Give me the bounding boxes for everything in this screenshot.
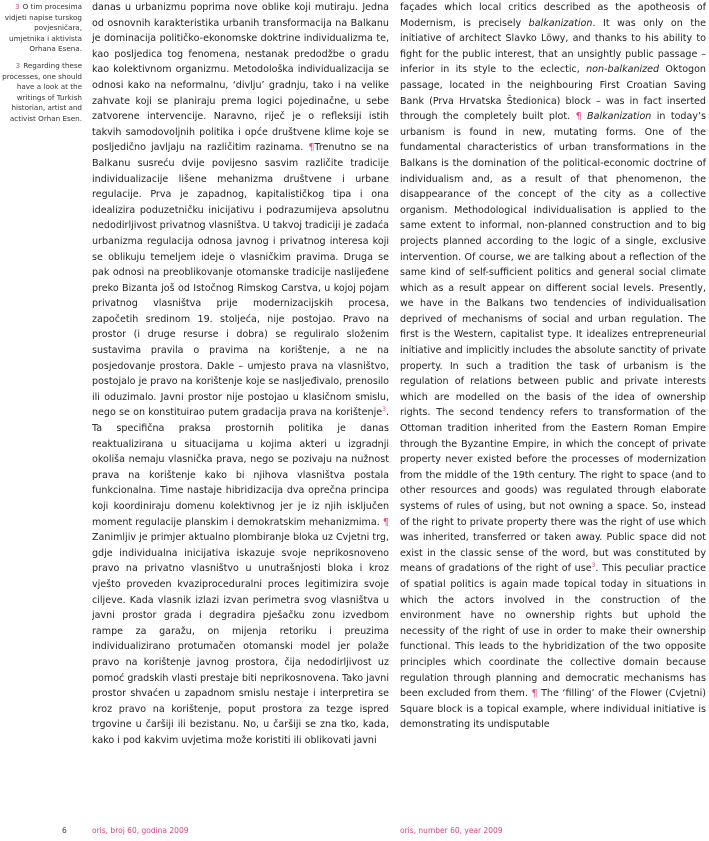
footnote-reference: 3 xyxy=(591,562,596,570)
pilcrow-mark: ¶ xyxy=(575,111,582,123)
paragraph-text: . Ta specifična praksa prostornih politika je danas reaktualizirana u situacijama u kojima akteri u izgradnji okoliša nemaju vlasnička prava, nego se pozivaju na nužnost prava na korištenje kako bi njihova vlasništva postala funkcionalna. Time nastaje hibridizacija dva oprečna principa koji koordiniraju domenu kolektivnog jer je iz njih isključen moment regulacije planskim i demokratskim mehanizmima. xyxy=(92,407,389,528)
paragraph-text: Zanimljiv je primjer aktualno plombiranje bloka uz Cvjetni trg, gdje individualna inicijativa iskazuje svoje neprikosnoveno pravo na privatno vlasništvo u unutrašnjosti bloka i kroz vješto proveden kvaziproceduralni proces legitimizira svoje ciljeve. Kada vlasnik izlazi izvan perimetra svog vlasništva u javni prostor grada i degradira pješačku zonu izvedbom rampe za garažu, on mijenja retoriku i preuzima individualizirano protumačen otomanski model jer polaže pravo na korištenje javnog prostora, čija nedodirljivost uz pomoć gradskih vlasti prestaje biti neprikosnovena. Tako javni prostor shvaćen u zapadnom smislu nestaje i interpretira se kroz pravo na korištenje, poput prostora za tezge ispred trgovine u čaršiji ili bezistanu. No, u čaršiji se zna tko, kada, kako i pod kakvim uvjetima može koristiti ili oblikovati javni xyxy=(92,532,389,746)
paragraph-text: façades which local critics described as the apotheosis of Modernism, is precisely xyxy=(400,2,706,29)
footnote-reference: 3 xyxy=(382,406,386,414)
footnote-text: Regarding these processes, one should have a look at the writings of Turkish historian, artist and activist Orhan Esen. xyxy=(2,60,82,123)
emphasis-text: non-balkanized xyxy=(586,64,660,76)
paragraph-text: . This peculiar practice of spatial politics is again made topical today in situations in which the actors involved in the construction of the environment have no ownership rights but uphold the necessity of the right of use in order to make their ownership functional. This leads to the hybridization of the two opposite principles which coordinate the collective domain because regulation through planning and democratic mechanisms has been excluded from them. xyxy=(400,563,706,700)
emphasis-text: Balkanization xyxy=(587,111,652,123)
sidebar-footnotes xyxy=(2,2,82,131)
pilcrow-mark: ¶ xyxy=(382,516,389,528)
paragraph-text: The ‘filling’ of the Flower (Cvjetni) Square block is a topical example, where individual initiative is demonstrating its undisputable xyxy=(400,688,706,731)
croatian-text-column xyxy=(92,0,389,749)
pilcrow-mark: ¶ xyxy=(308,142,315,154)
croatian-paragraph xyxy=(92,0,389,749)
pilcrow-mark: ¶ xyxy=(531,688,538,700)
footnote-text: O tim procesima vidjeti napise turskog povjesničara, umjetnika i aktivista Orhana Esena. xyxy=(4,2,82,54)
english-text-column xyxy=(400,0,706,733)
paragraph-text: . It was only on the initiative of architect Slavko Löwy, and thanks to his ability to fight for the public interest, that an unsightly public passage – inferior in its style to the eclectic, xyxy=(400,17,706,76)
paragraph-text: Trenutno se na Balkanu susreću dvije povijesno sasvim različite tradicije individualizacije lišene mehanizma društvene i urbane regulacije. Prva je zapadnog, kapitalističkog tipa i ona idealizira poduzetničku inicijativu i podrazumijeva apsolutnu nedodirljivost privatnog vlasništva. U takvoj tradiciji je zadaća urbanizma regulacija odnosa javnog i privatnog interesa koji se oblikuju temeljem ideje o vlasničkim pravima. Druga se pak odnosi na preoblikovanje otomanske tradicije naslijeđene preko Bizanta još od Istočnog Rimskog Carstva, u kojoj pojam privatnog vlasništva prije modernizacijskih procesa, započetih sredinom 19. stoljeća, nije postojao. Pravo na prostor (i druge resurse i dobra) se reguliralo složenim sustavima pravila o pravima na korištenje, a ne na posjedovanje prostora. Dakle – umjesto prava na vlasništvo, postojalo je pravo na korištenje koje se nasljeđivalo, prenosilo ili oduzimalo. Javni prostor nije postojao u klasičnom smislu, nego se on konstituirao putem gradacija prava na korištenje xyxy=(92,142,389,419)
page-number: 6 xyxy=(62,826,67,835)
paragraph-text: in today’s urbanism is found in new, mutating forms. One of the fundamental characteristics of urban transformations in the Balkans is the domination of the political-economic doctrine of individualism and, as a result of that phenomenon, the disappearance of the concept of the city as a collective organism. Methodological individualisation is applied to the same extent to informal, non-planned construction and to big projects planned according to the logic of a single, exclusive intervention. Of course, we are talking about a reflection of the same kind of self-sufficient politics and general social climate which as a result appear on different social levels. Presently, we have in the Balkans two tendencies of individualisation deprived of mechanisms of social and urban regulation. The first is the Western, capitalist type. It idealizes entrepreneurial initiative and implicitly includes the absolute sanctity of private property. In such a tradition the task of urbanism is the regulation of relations between public and private interests which are modelled on the basis of the idea of ownership rights. The second tendency refers to transformation of the Ottoman tradition inherited from the Eastern Roman Empire through the Byzantine Empire, in which the concept of private property never existed before the processes of modernization from the middle of the 19th century. The right to space (and to other resources and goods) was regulated through elaborate systems of rules of using, but not owning a space. So, instead of the right to private property there was the right of use which was inherited, transferred or taken away. Public space did not exist in the classic sense of the word, but was constituted by means of gradations of the right of use xyxy=(400,111,706,575)
footnote-number: 3 xyxy=(15,60,21,70)
emphasis-text: balkanization xyxy=(528,17,593,29)
footer-english: oris, number 60, year 2009 xyxy=(400,826,503,835)
paragraph-text: Oktogon passage, located in the neighbouring First Croatian Saving Bank (Prva Hrvatska Štedionica) block – was in fact inserted through the completely built plot. xyxy=(400,64,706,123)
footnote-number: 3 xyxy=(15,2,20,11)
footnote-english xyxy=(2,61,82,125)
english-paragraph xyxy=(400,0,706,733)
paragraph-text: danas u urbanizmu poprima nove oblike koji mutiraju. Jedna od osnovnih karakteristika urbanih transformacija na Balkanu je dominacija političko-ekonomske doktrine individualizma te, kao posljedica tog fenomena, nestanak predodžbe o gradu kao kolektivnom organizmu. Metodološka individualizacija se odnosi kako na neformalnu, ‘divlju’ gradnju, tako i na velike zahvate koji se planiraju prema logici pojedinačne, u sebe zatvorene intervencije. Naravno, riječ je o refleksiji istih takvih samodovoljnih politika i opće društvene klime koje se posljedično javljaju na različitim razinama. xyxy=(92,2,389,154)
footer-croatian: oris, broj 60, godina 2009 xyxy=(92,826,189,835)
footnote-croatian xyxy=(2,2,82,55)
